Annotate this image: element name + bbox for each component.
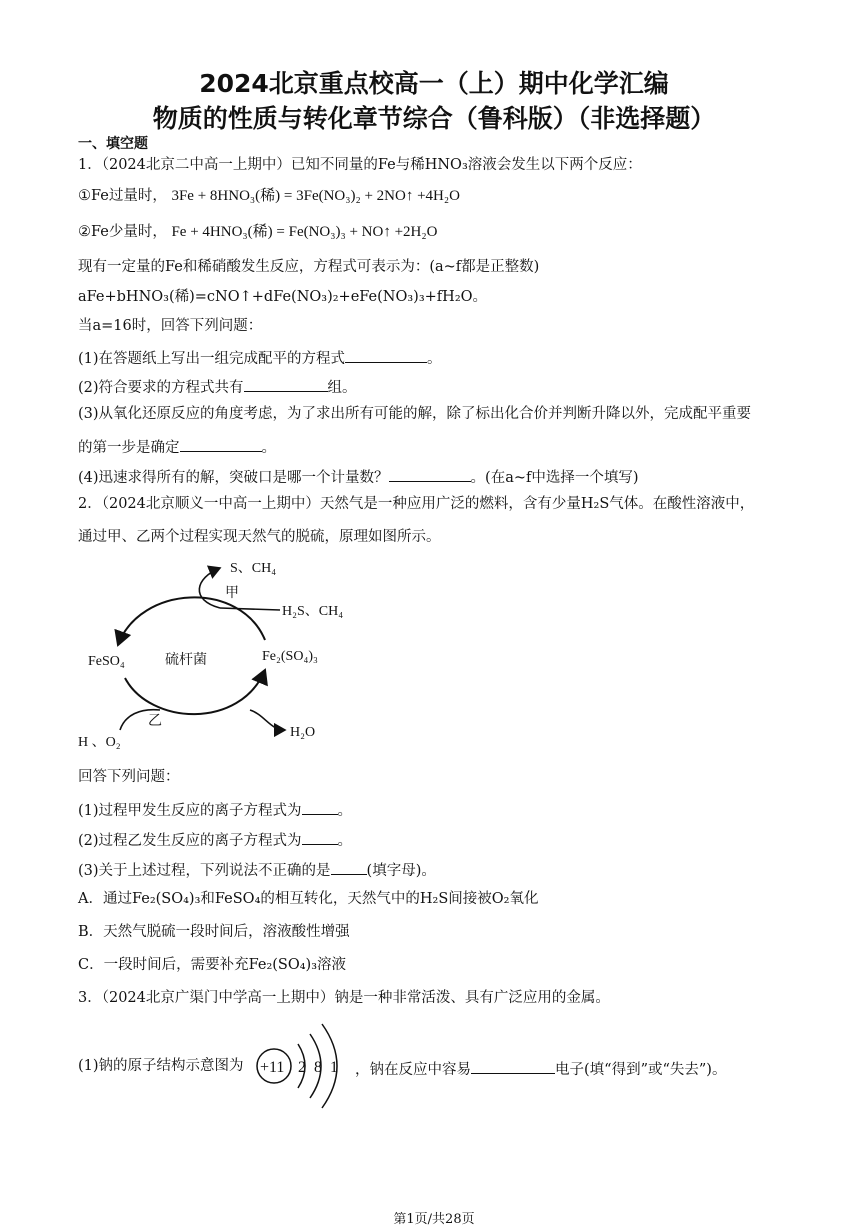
answer-blank[interactable] bbox=[345, 348, 427, 363]
q1-part-2-end: 组。 bbox=[327, 380, 357, 396]
label-s-ch4: S、CH₄ bbox=[230, 561, 277, 576]
q1-part-3-end: 。 bbox=[261, 440, 276, 456]
q2-part-2-end: 。 bbox=[337, 833, 353, 849]
q2-option-b: B．天然气脱硫一段时间后，溶液酸性增强 bbox=[78, 924, 350, 940]
q3-stem: 3．（2024北京广渠门中学高一上期中）钠是一种非常活泼、具有广泛应用的金属。 bbox=[78, 990, 610, 1006]
q1-general-equation: aFe+bHNO₃(稀)=cNO↑+dFe(NO₃)₂+eFe(NO₃)₃+fH₂O。 bbox=[78, 289, 488, 305]
q1-reaction-2-equation: Fe + 4HNO₃(稀) = Fe(NO₃)₃ + NO↑ +2H₂O bbox=[171, 224, 438, 240]
q2-stem: 2．（2024北京顺义一中高一上期中）天然气是一种应用广泛的燃料，含有少量H₂S气体。在酸性溶液中， bbox=[78, 496, 755, 512]
label-feso4: FeSO₄ bbox=[88, 654, 125, 669]
q1-part-3-line-2 bbox=[78, 437, 276, 456]
q1-part-4-end: 。(在a~f中选择一个填写) bbox=[470, 470, 639, 486]
sodium-atom-structure-diagram bbox=[252, 1020, 352, 1112]
q1-part-1 bbox=[78, 348, 442, 367]
answer-blank[interactable] bbox=[302, 800, 338, 815]
page-subtitle: 物质的性质与转化章节综合（鲁科版）（非选择题） bbox=[152, 104, 716, 133]
q3-part-1-end: 电子(填“得到”或“失去”)。 bbox=[555, 1062, 727, 1078]
page-title: 2024北京重点校高一（上）期中化学汇编 bbox=[199, 69, 669, 98]
q2-part-1-end: 。 bbox=[337, 803, 353, 819]
q2-part-1 bbox=[78, 800, 352, 819]
page-footer: 第1页/共28页 bbox=[393, 1212, 475, 1227]
water-outlet-arrow bbox=[250, 710, 285, 730]
answer-blank[interactable] bbox=[331, 860, 367, 875]
q1-part-4 bbox=[78, 467, 639, 486]
label-yi: 乙 bbox=[148, 714, 162, 729]
q1-part-2 bbox=[78, 377, 357, 396]
q1-condition: 当a=16时，回答下列问题： bbox=[78, 318, 263, 334]
q1-reaction-2-label: ②Fe少量时， bbox=[78, 224, 167, 240]
q2-option-c: C．一段时间后，需要补充Fe₂(SO₄)₃溶液 bbox=[78, 957, 347, 973]
q2-option-a: A．通过Fe₂(SO₄)₃和FeSO₄的相互转化，天然气中的H₂S间接被O₂氧化 bbox=[78, 891, 539, 907]
nucleus-charge: +11 bbox=[260, 1059, 285, 1076]
q1-line-3: 现有一定量的Fe和稀硝酸发生反应，方程式可表示为：(a~f都是正整数) bbox=[78, 259, 540, 275]
q2-part-3 bbox=[78, 860, 436, 879]
shell-3-electrons: 1 bbox=[330, 1059, 338, 1076]
label-center-bacteria: 硫杆菌 bbox=[165, 653, 207, 668]
q2-part-2-text: (2)过程乙发生反应的离子方程式为 bbox=[78, 833, 302, 849]
q1-part-4-text: (4)迅速求得所有的解，突破口是哪一个计量数？ bbox=[78, 470, 389, 486]
label-jia: 甲 bbox=[225, 586, 239, 601]
lower-arc-arrow bbox=[125, 670, 265, 714]
label-fe2so43: Fe₂(SO₄)₃ bbox=[262, 649, 318, 664]
q2-part-3-text: (3)关于上述过程，下列说法不正确的是 bbox=[78, 863, 331, 879]
q1-part-3-line-1: (3)从氧化还原反应的角度考虑，为了求出所有可能的解，除了标出化合价并判断升降以外，完成配平重要 bbox=[78, 406, 752, 422]
q1-reaction-1-equation: 3Fe + 8HNO₃(稀) = 3Fe(NO₃)₂ + 2NO↑ +4H₂O bbox=[171, 188, 460, 204]
q2-stem-2: 通过甲、乙两个过程实现天然气的脱硫，原理如图所示。 bbox=[78, 529, 441, 545]
q1-part-3-text: 的第一步是确定 bbox=[78, 440, 180, 456]
q2-ask: 回答下列问题： bbox=[78, 769, 180, 785]
q1-part-2-text: (2)符合要求的方程式共有 bbox=[78, 380, 244, 396]
answer-blank[interactable] bbox=[244, 377, 328, 392]
answer-blank[interactable] bbox=[471, 1059, 555, 1074]
q3-part-1-rest bbox=[355, 1059, 726, 1078]
desulfurization-cycle-diagram bbox=[70, 550, 390, 755]
shell-2-electrons: 8 bbox=[314, 1059, 322, 1076]
q2-part-2 bbox=[78, 830, 352, 849]
answer-blank[interactable] bbox=[302, 830, 338, 845]
q1-stem: 1．（2024北京二中高一上期中）已知不同量的Fe与稀HNO₃溶液会发生以下两个反应： bbox=[78, 157, 642, 173]
q1-reaction-2 bbox=[78, 225, 437, 240]
q2-part-1-text: (1)过程甲发生反应的离子方程式为 bbox=[78, 803, 302, 819]
q1-part-1-text: (1)在答题纸上写出一组完成配平的方程式 bbox=[78, 351, 346, 367]
answer-blank[interactable] bbox=[180, 437, 262, 452]
shell-1-electrons: 2 bbox=[298, 1059, 306, 1076]
q3-part-1-text: ，钠在反应中容易 bbox=[355, 1062, 471, 1078]
q1-reaction-1-label: ①Fe过量时， bbox=[78, 188, 167, 204]
section-heading: 一、填空题 bbox=[78, 136, 148, 152]
label-h2s-ch4: H₂S、CH₄ bbox=[282, 604, 344, 619]
label-h-o2: H 、O₂ bbox=[78, 735, 121, 750]
q1-part-1-end: 。 bbox=[427, 351, 442, 367]
q1-reaction-1 bbox=[78, 189, 460, 204]
label-h2o: H₂O bbox=[290, 725, 316, 740]
answer-blank[interactable] bbox=[389, 467, 471, 482]
h2s-inlet-line bbox=[220, 608, 280, 610]
upper-arc-arrow bbox=[118, 597, 265, 645]
sulfur-outlet-arrow bbox=[199, 568, 220, 608]
q2-part-3-end: (填字母)。 bbox=[366, 863, 436, 879]
q3-part-1-intro: (1)钠的原子结构示意图为 bbox=[78, 1058, 244, 1074]
